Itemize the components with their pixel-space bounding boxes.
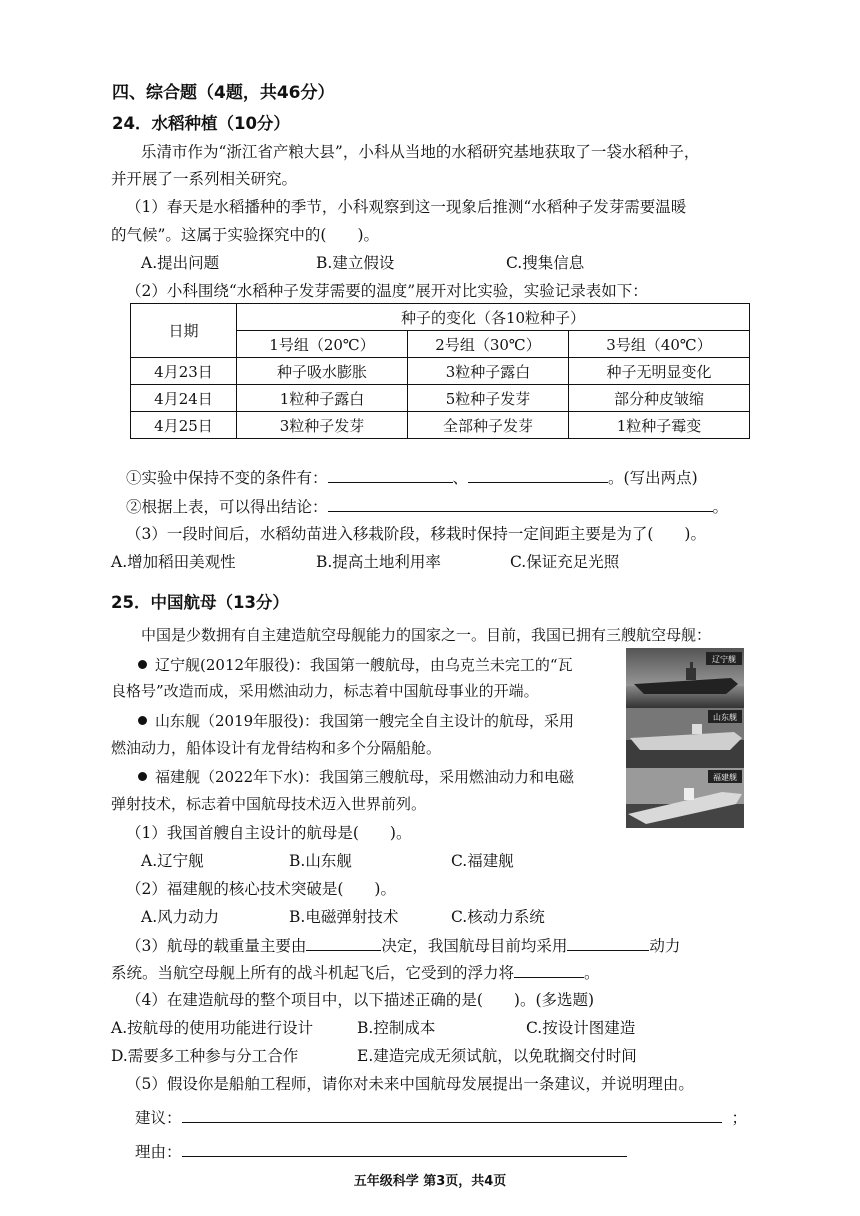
reason-label: 理由：	[135, 1143, 182, 1161]
table-header-date: 日期	[131, 304, 237, 358]
q24-sub1-sep: 、	[452, 469, 469, 487]
q25-p4-option-b: B.控制成本	[357, 1019, 436, 1037]
answer-blank-4[interactable]	[306, 934, 381, 951]
q25-p1-option-a: A.辽宁舰	[141, 852, 204, 870]
shandong-photo	[626, 708, 744, 768]
table-cell-g1: 种子吸水膨胀	[237, 358, 408, 385]
q25-p3-text-c: 动力	[649, 937, 681, 955]
photo-label-liaoning: 辽宁舰	[712, 655, 736, 664]
q25-p4-option-e: E.建造完成无须试航，以免耽搁交付时间	[357, 1047, 637, 1065]
q24-p3-option-b: B.提高土地利用率	[316, 553, 441, 571]
q25-p4-option-a: A.按航母的使用功能进行设计	[111, 1019, 314, 1037]
q25-p5: （5）假设你是船舶工程师，请你对未来中国航母发展提出一条建议，并说明理由。	[126, 1075, 694, 1093]
q25-p2-option-a: A.风力动力	[141, 908, 220, 926]
table-row	[131, 412, 750, 439]
q24-intro-line2: 并开展了一系列相关研究。	[111, 170, 298, 188]
q24-p1-line2: 的气候”。这属于实验探究中的( )。	[111, 226, 380, 244]
photo-label-fujian: 福建舰	[713, 773, 737, 782]
q24-p1-option-b: B.建立假设	[316, 254, 395, 272]
q25-p1-option-b: B.山东舰	[289, 852, 352, 870]
q24-title: 24．水稻种植（10分）	[112, 114, 290, 133]
q25-p3-line1	[126, 934, 680, 957]
suggestion-label: 建议：	[135, 1109, 182, 1127]
answer-blank-1[interactable]	[328, 466, 453, 483]
table-cell-g3: 种子无明显变化	[569, 358, 750, 385]
answer-blank-2[interactable]	[468, 466, 608, 483]
q25-bullet2-line1	[138, 710, 574, 732]
q24-sub2	[126, 495, 728, 518]
suggestion-blank[interactable]	[182, 1106, 722, 1123]
table-header-group1: 1号组（20℃）	[237, 331, 408, 358]
liaoning-photo	[626, 648, 744, 708]
q25-p4-option-d: D.需要多工种参与分工合作	[111, 1047, 299, 1065]
q25-suggestion	[135, 1106, 747, 1129]
bullet-icon	[138, 716, 147, 725]
table-cell-date: 4月24日	[131, 385, 237, 412]
q25-bullet3-line2: 弹射技术，标志着中国航母技术迈入世界前列。	[111, 795, 427, 813]
table-cell-date: 4月23日	[131, 358, 237, 385]
q24-intro-line1: 乐清市作为“浙江省产粮大县”，小科从当地的水稻研究基地获取了一袋水稻种子，	[141, 143, 700, 161]
experiment-record-table	[130, 303, 750, 439]
table-cell-g1: 3粒种子发芽	[237, 412, 408, 439]
q25-bullet1-line2: 良格号”改造而成，采用燃油动力，标志着中国航母事业的开端。	[111, 682, 539, 700]
q25-p4-option-c: C.按设计图建造	[526, 1019, 636, 1037]
q24-sub1-label: ①实验中保持不变的条件有：	[126, 469, 328, 487]
table-cell-g2: 3粒种子露白	[408, 358, 569, 385]
page-footer: 五年级科学 第3页，共4页	[353, 1174, 507, 1189]
q25-p3-text-e: 。	[584, 964, 600, 982]
q24-p3-option-c: C.保证充足光照	[510, 553, 620, 571]
table-row	[131, 358, 750, 385]
bullet-icon	[138, 772, 147, 781]
q25-bullet2-line2: 燃油动力，船体设计有龙骨结构和多个分隔船舱。	[111, 739, 442, 757]
q25-p1-option-c: C.福建舰	[451, 852, 514, 870]
table-cell-date: 4月25日	[131, 412, 237, 439]
q25-p4: （4）在建造航母的整个项目中，以下描述正确的是( )。(多选题)	[126, 991, 595, 1009]
table-cell-g3: 1粒种子霉变	[569, 412, 750, 439]
q25-bullet3-line1	[138, 766, 574, 788]
section-heading: 四、综合题（4题，共46分）	[112, 83, 335, 103]
q24-p2-intro: （2）小科围绕“水稻种子发芽需要的温度”展开对比实验，实验记录表如下：	[126, 282, 648, 300]
q25-title: 25．中国航母（13分）	[111, 593, 289, 612]
q25-p2: （2）福建舰的核心技术突破是( )。	[126, 880, 396, 898]
q25-reason	[135, 1140, 627, 1163]
table-header-group3: 3号组（40℃）	[569, 331, 750, 358]
q25-bullet1-text: 辽宁舰(2012年服役)：我国第一艘航母，由乌克兰未完工的“瓦	[155, 656, 573, 674]
q25-bullet3-text: 福建舰（2022年下水)：我国第三艘航母，采用燃油动力和电磁	[155, 768, 575, 786]
answer-blank-3[interactable]	[328, 495, 713, 512]
bullet-icon	[138, 660, 147, 669]
q25-p3-text-b: 决定，我国航母目前均采用	[381, 937, 568, 955]
q25-p3-line2	[111, 961, 600, 984]
table-cell-g1: 1粒种子露白	[237, 385, 408, 412]
q24-sub1	[126, 466, 698, 489]
q25-p1: （1）我国首艘自主设计的航母是( )。	[126, 824, 412, 842]
q24-sub2-tail: 。	[712, 498, 729, 516]
q25-p3-text-d: 系统。当航空母舰上所有的战斗机起飞后，它受到的浮力将	[111, 964, 515, 982]
q24-p1-line1: （1）春天是水稻播种的季节，小科观察到这一现象后推测“水稻种子发芽需要温暖	[126, 198, 687, 216]
table-cell-g2: 全部种子发芽	[408, 412, 569, 439]
table-cell-g2: 5粒种子发芽	[408, 385, 569, 412]
q25-bullet2-text: 山东舰（2019年服役)：我国第一艘完全自主设计的航母，采用	[155, 712, 575, 730]
answer-blank-5[interactable]	[567, 934, 649, 951]
q25-bullet1-line1	[138, 654, 573, 676]
carrier-photos-graphic	[626, 648, 744, 828]
suggestion-end: ；	[731, 1109, 748, 1127]
photo-label-shandong: 山东舰	[713, 713, 737, 722]
carrier-photos	[626, 648, 744, 828]
q25-intro: 中国是少数拥有自主建造航空母舰能力的国家之一。目前，我国已拥有三艘航空母舰：	[141, 626, 712, 644]
table-cell-g3: 部分种皮皱缩	[569, 385, 750, 412]
q24-p1-option-c: C.搜集信息	[506, 254, 585, 272]
fujian-photo	[626, 768, 744, 828]
table-header-group2: 2号组（30℃）	[408, 331, 569, 358]
q25-p2-option-b: B.电磁弹射技术	[289, 908, 399, 926]
table-row	[131, 385, 750, 412]
q24-p3: （3）一段时间后，水稻幼苗进入移栽阶段，移栽时保持一定间距主要是为了( )。	[126, 525, 706, 543]
q24-p1-option-a: A.提出问题	[141, 254, 220, 272]
q25-p3-text-a: （3）航母的载重量主要由	[126, 937, 307, 955]
q24-sub1-tail: 。(写出两点)	[608, 469, 698, 487]
q25-p2-option-c: C.核动力系统	[451, 908, 545, 926]
q24-sub2-label: ②根据上表，可以得出结论：	[126, 498, 328, 516]
reason-blank[interactable]	[182, 1140, 627, 1157]
answer-blank-6[interactable]	[514, 961, 584, 978]
q24-p3-option-a: A.增加稻田美观性	[111, 553, 236, 571]
table-header-group: 种子的变化（各10粒种子）	[237, 304, 750, 331]
